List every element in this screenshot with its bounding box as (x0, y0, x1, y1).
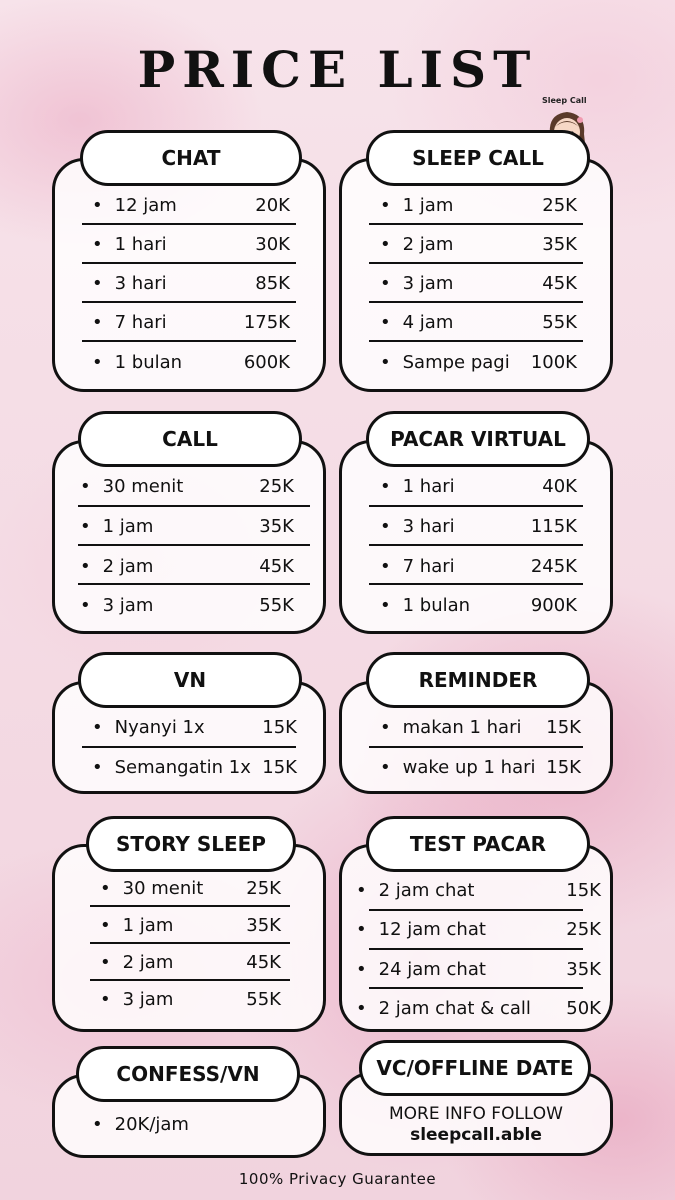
row-test-pacar-1 (356, 914, 601, 944)
row-vn-0 (92, 712, 297, 742)
divider (82, 262, 296, 264)
item-label: • 1 bulan (380, 595, 470, 616)
item-label: • 1 jam (380, 195, 453, 216)
row-chat-4 (92, 347, 290, 377)
row-sleep-call-4 (380, 347, 577, 377)
item-price: 35K (246, 914, 281, 936)
row-reminder-0 (380, 712, 581, 742)
item-price: 55K (259, 594, 294, 616)
item-label: • 7 hari (380, 556, 455, 577)
divider (369, 948, 583, 950)
row-test-pacar-2 (356, 954, 601, 984)
item-price: 900K (530, 594, 577, 616)
row-chat-3 (92, 307, 290, 337)
row-pacar-virtual-0 (380, 471, 577, 501)
item-label: • 30 menit (100, 878, 203, 899)
row-story-sleep-0 (100, 873, 281, 903)
item-price: 115K (530, 515, 577, 537)
instagram-handle[interactable]: sleepcall.able (410, 1125, 542, 1145)
item-label: • Nyanyi 1x (92, 717, 205, 738)
item-price: 25K (259, 475, 294, 497)
item-label: • 1 jam (100, 915, 173, 936)
item-label: • 2 jam (380, 234, 453, 255)
item-price: 40K (542, 475, 577, 497)
divider (82, 301, 296, 303)
divider (78, 544, 310, 546)
divider (90, 942, 290, 944)
item-price: 15K (566, 879, 601, 901)
item-price: 15K (546, 716, 581, 738)
item-label: • 2 jam chat & call (356, 998, 531, 1019)
item-label: • 30 menit (80, 476, 183, 497)
row-story-sleep-2 (100, 947, 281, 977)
row-call-0 (80, 471, 294, 501)
item-label: • Semangatin 1x (92, 757, 251, 778)
heading-sleep-call: SLEEP CALL (366, 130, 590, 186)
row-test-pacar-3 (356, 993, 601, 1023)
divider (369, 505, 583, 507)
item-price: 600K (243, 351, 290, 373)
logo-top-text: Sleep Call (542, 96, 587, 105)
item-label: • 3 hari (92, 273, 167, 294)
item-price: 100K (530, 351, 577, 373)
divider (90, 979, 290, 981)
row-test-pacar-0 (356, 875, 601, 905)
divider (369, 583, 583, 585)
row-sleep-call-0 (380, 190, 577, 220)
divider (369, 301, 583, 303)
item-label: • 2 jam chat (356, 880, 474, 901)
heading-pacar-virtual: PACAR VIRTUAL (366, 411, 590, 467)
item-label: • 1 jam (80, 516, 153, 537)
heading-story-sleep: STORY SLEEP (86, 816, 296, 872)
item-price: 15K (262, 756, 297, 778)
divider (82, 746, 296, 748)
divider (369, 987, 583, 989)
item-label: • 3 jam (80, 595, 153, 616)
divider (369, 262, 583, 264)
row-pacar-virtual-3 (380, 590, 577, 620)
row-reminder-1 (380, 752, 581, 782)
row-sleep-call-1 (380, 229, 577, 259)
row-story-sleep-3 (100, 984, 281, 1014)
item-label: • 1 bulan (92, 352, 182, 373)
divider (369, 909, 583, 911)
item-label: • Sampe pagi (380, 352, 510, 373)
item-price: 15K (546, 756, 581, 778)
divider (369, 544, 583, 546)
item-price: 55K (542, 311, 577, 333)
item-price: 25K (246, 877, 281, 899)
item-label: • 24 jam chat (356, 959, 486, 980)
row-pacar-virtual-1 (380, 511, 577, 541)
row-pacar-virtual-2 (380, 551, 577, 581)
item-price: 45K (259, 555, 294, 577)
item-price: 35K (542, 233, 577, 255)
item-price: 55K (246, 988, 281, 1010)
heading-test-pacar: TEST PACAR (366, 816, 590, 872)
heading-chat: CHAT (80, 130, 302, 186)
info-line: MORE INFO FOLLOW (389, 1104, 563, 1124)
row-sleep-call-2 (380, 268, 577, 298)
item-price: 35K (259, 515, 294, 537)
row-call-3 (80, 590, 294, 620)
item-price: 35K (566, 958, 601, 980)
heading-vn: VN (78, 652, 302, 708)
item-price: 25K (566, 918, 601, 940)
item-price: 45K (542, 272, 577, 294)
item-price: 30K (255, 233, 290, 255)
item-price: 85K (255, 272, 290, 294)
divider (369, 340, 583, 342)
divider (90, 905, 290, 907)
item-label: • 20K/jam (92, 1114, 189, 1135)
heading-reminder: REMINDER (366, 652, 590, 708)
item-label: • 2 jam (100, 952, 173, 973)
item-label: • 3 hari (380, 516, 455, 537)
item-label: • 12 jam (92, 195, 177, 216)
heading-vc-offline: VC/OFFLINE DATE (359, 1040, 591, 1096)
divider (82, 223, 296, 225)
privacy-footer: 100% Privacy Guarantee (238, 1170, 437, 1188)
row-call-2 (80, 551, 294, 581)
row-call-1 (80, 511, 294, 541)
item-price: 15K (262, 716, 297, 738)
page-title: PRICE LIST (137, 40, 538, 99)
item-price: 245K (530, 555, 577, 577)
row-vn-1 (92, 752, 297, 782)
divider (78, 583, 310, 585)
row-chat-2 (92, 268, 290, 298)
divider (78, 505, 310, 507)
row-sleep-call-3 (380, 307, 577, 337)
divider (369, 223, 583, 225)
item-price: 175K (243, 311, 290, 333)
row-chat-0 (92, 190, 290, 220)
item-label: • 1 hari (92, 234, 167, 255)
item-label: • 7 hari (92, 312, 167, 333)
item-label: • wake up 1 hari (380, 757, 536, 778)
item-label: • makan 1 hari (380, 717, 521, 738)
row-chat-1 (92, 229, 290, 259)
item-label: • 12 jam chat (356, 919, 486, 940)
divider (82, 340, 296, 342)
item-price: 50K (566, 997, 601, 1019)
item-label: • 3 jam (380, 273, 453, 294)
item-price: 20K (255, 194, 290, 216)
row-story-sleep-1 (100, 910, 281, 940)
item-label: • 3 jam (100, 989, 173, 1010)
item-label: • 1 hari (380, 476, 455, 497)
item-label: • 2 jam (80, 556, 153, 577)
row-confess-vn-0 (92, 1109, 272, 1139)
item-price: 25K (542, 194, 577, 216)
divider (369, 746, 583, 748)
item-price: 45K (246, 951, 281, 973)
item-label: • 4 jam (380, 312, 453, 333)
heading-call: CALL (78, 411, 302, 467)
heading-confess-vn: CONFESS/VN (76, 1046, 300, 1102)
